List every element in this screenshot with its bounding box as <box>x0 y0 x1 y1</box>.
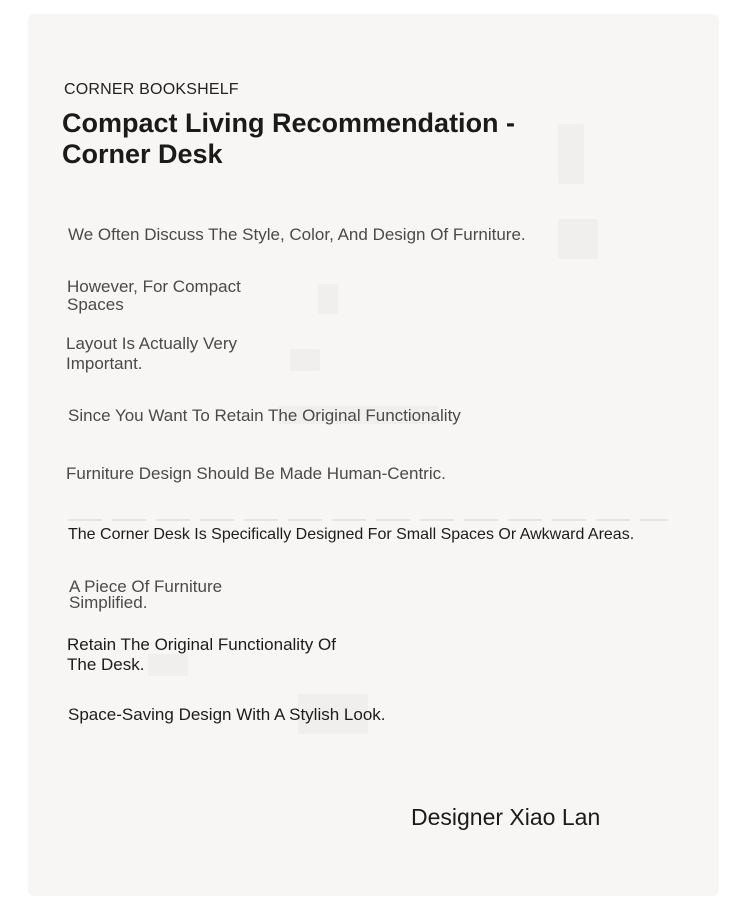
section-kicker: CORNER BOOKSHELF <box>64 81 239 98</box>
body-line-8: Retain The Original Functionality Of The Desk. <box>67 635 336 674</box>
body-line-6: The Corner Desk Is Specifically Designed For Small Spaces Or Awkward Areas. <box>68 526 635 543</box>
body-line-5: Furniture Design Should Be Made Human-Centric. <box>66 464 446 483</box>
background-shape <box>318 284 338 314</box>
faint-ghost-line <box>68 519 668 521</box>
body-line-1: We Often Discuss The Style, Color, And Design Of Furniture. <box>68 225 526 244</box>
body-line-9: Space-Saving Design With A Stylish Look. <box>68 705 386 724</box>
designer-signature: Designer Xiao Lan <box>411 804 601 830</box>
body-line-3: Layout Is Actually Very Important. <box>66 334 238 373</box>
body-line-7: A Piece Of Furniture Simplified. <box>69 577 223 612</box>
document-card <box>28 14 719 896</box>
page-title: Compact Living Recommendation - Corner Desk <box>62 108 516 169</box>
body-line-4: Since You Want To Retain The Original Functionality <box>68 406 461 425</box>
body-line-2: However, For Compact Spaces <box>67 277 241 314</box>
background-shape <box>290 349 320 371</box>
background-shape <box>558 219 598 259</box>
